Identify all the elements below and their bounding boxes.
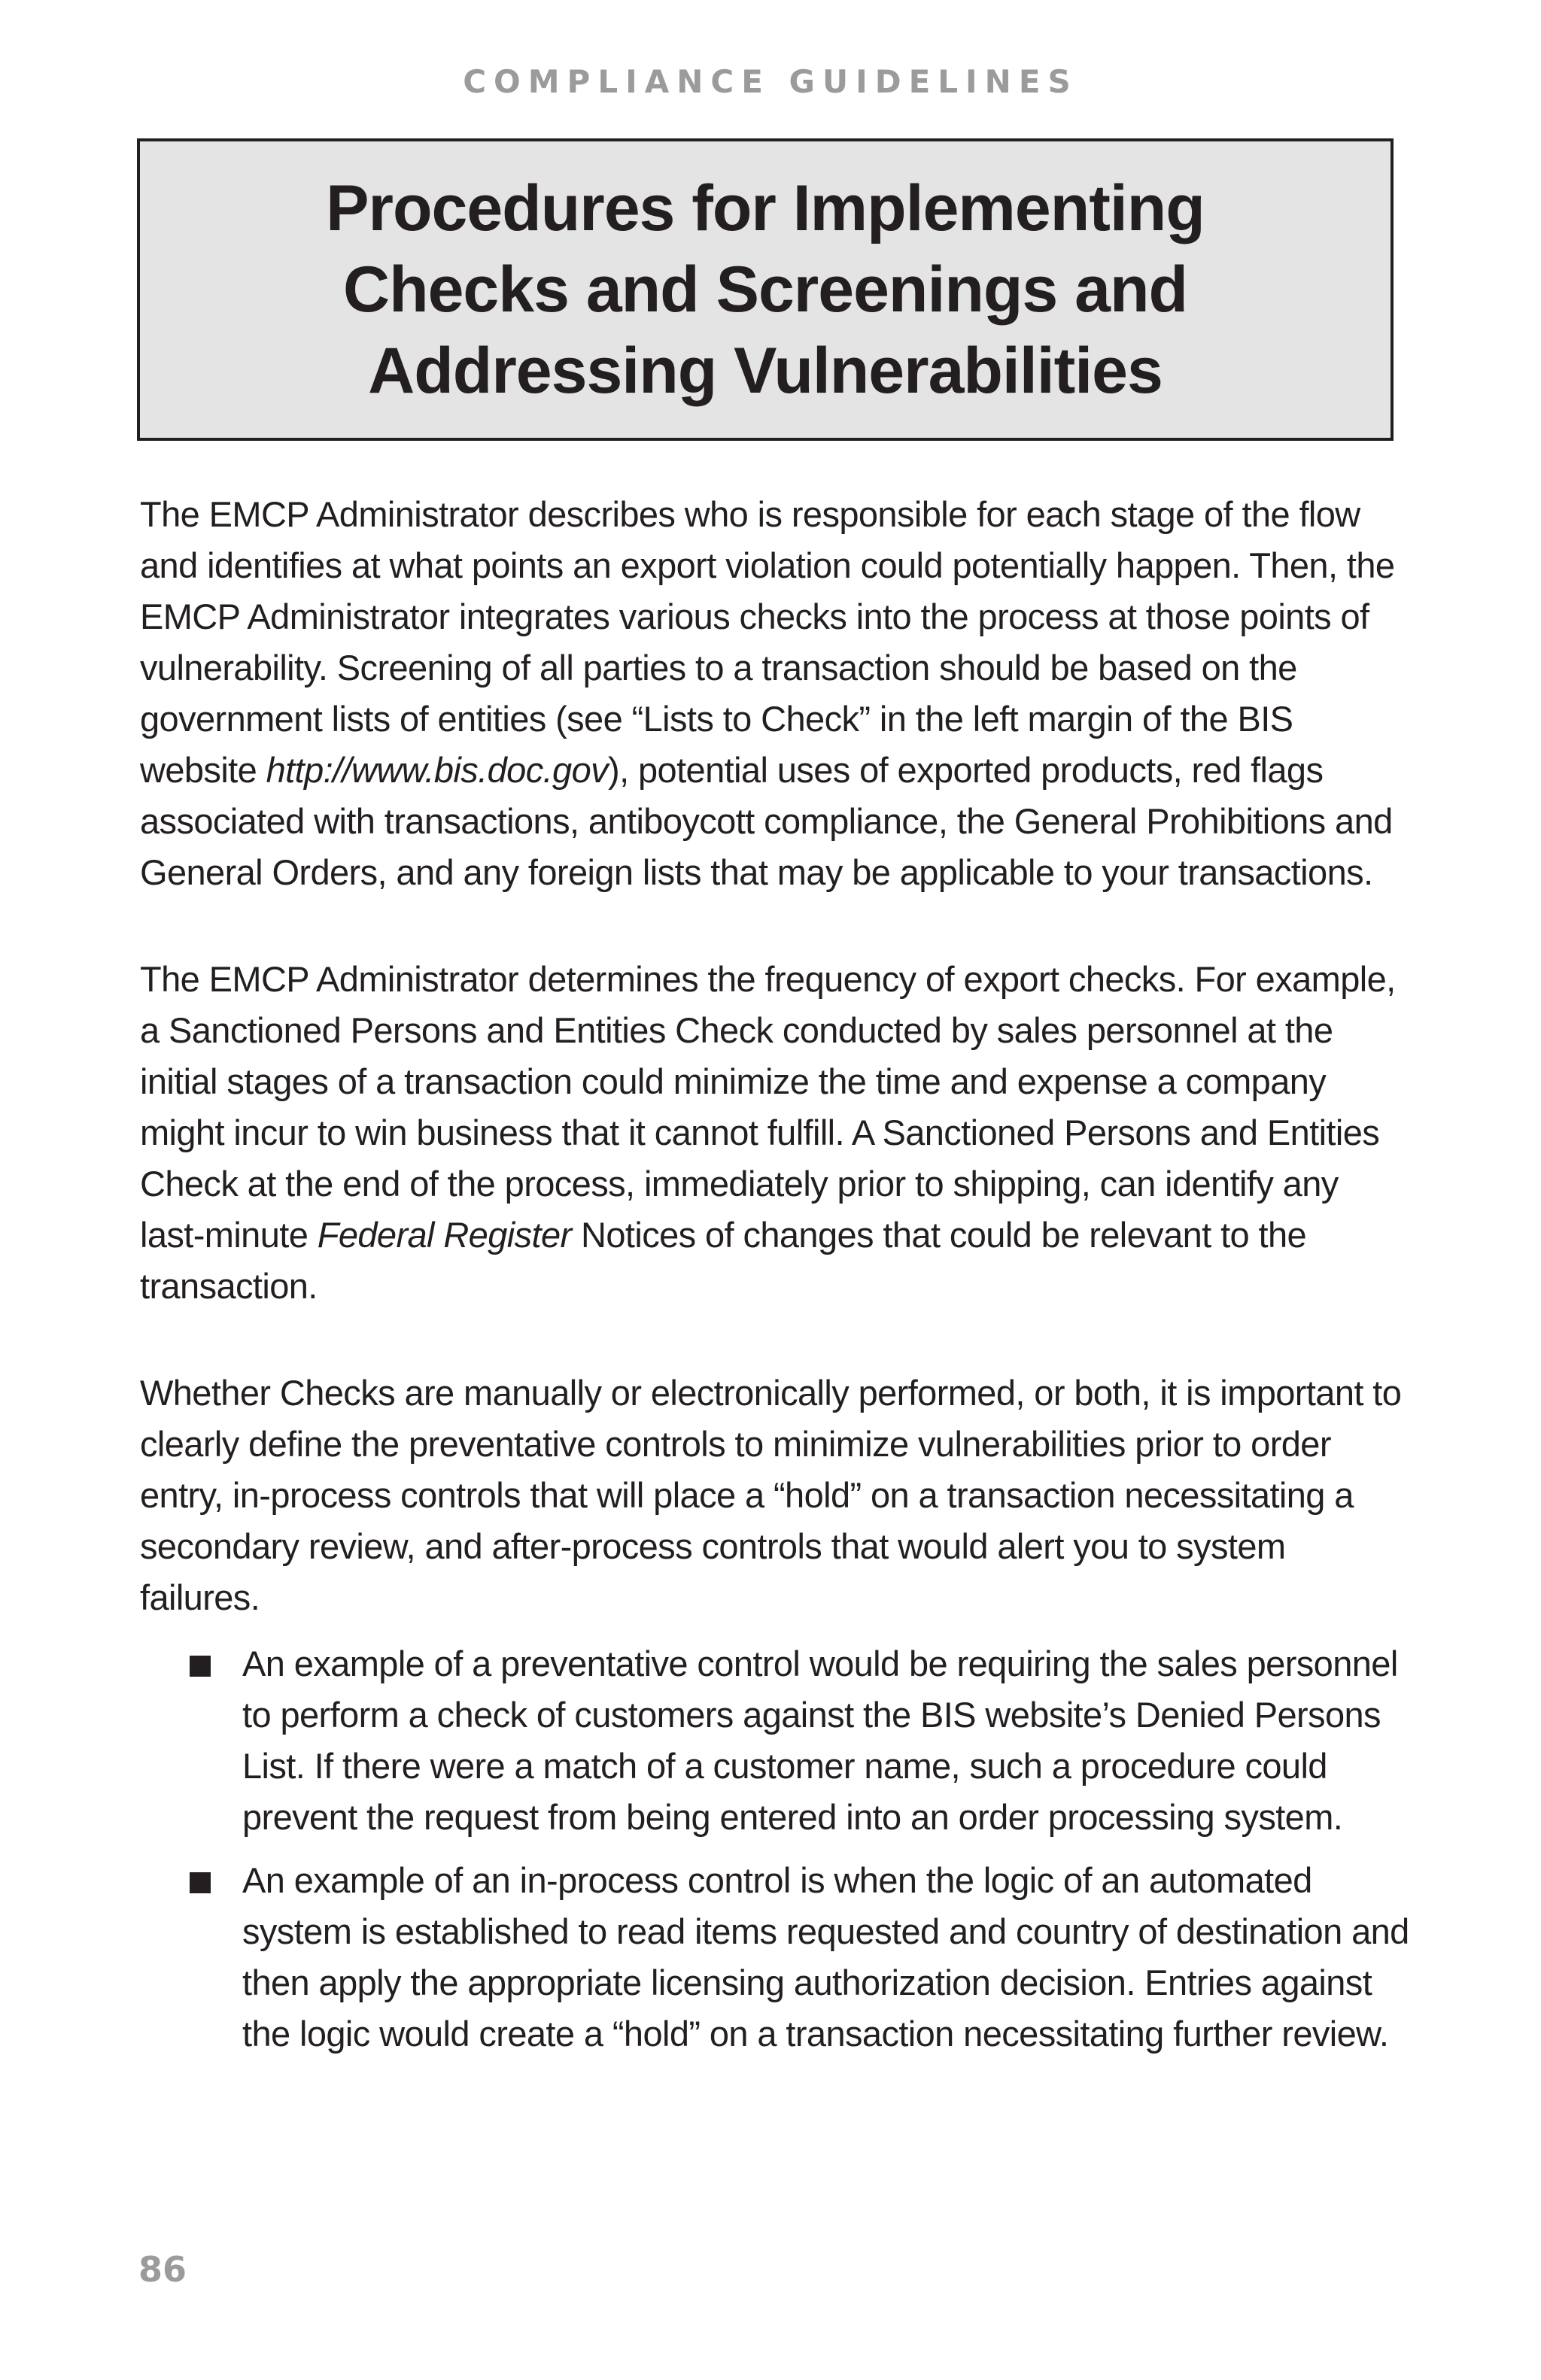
paragraph-2-text-a: The EMCP Administrator determines the frequency of export checks. For example, a Sanctioned Persons and Entities Check conducted by sales personnel at the initial stages of a transaction could minimize the time and expense a company might incur to win business that it cannot fulfill. A Sanctioned Persons and Entities Check at the end of the process, immediately prior to shipping, can identify any last-minute (140, 959, 1396, 1255)
page-number: 86 (138, 2249, 187, 2290)
list-item-text: An example of a preventative control would be requiring the sales personnel to perform a check of customers against the BIS website’s Denied Persons List. If there were a match of a customer name, such a procedure could prevent the request from being entered into an order processing system. (242, 1644, 1398, 1837)
section-title-box (137, 138, 1394, 441)
list-item (140, 1855, 1412, 2060)
square-bullet-icon (190, 1872, 211, 1893)
square-bullet-icon (190, 1656, 211, 1677)
bullet-list (140, 1638, 1412, 2060)
body-text (140, 489, 1412, 2072)
paragraph-1 (140, 489, 1412, 898)
running-header: COMPLIANCE GUIDELINES (463, 63, 1078, 100)
federal-register-title: Federal Register (317, 1215, 572, 1255)
paragraph-1-text-b: ), potential uses of exported products, red flags associated with transactions, antiboycott compliance, the General Prohibitions and General Orders, and any foreign lists that may be applicable to your transactions. (140, 750, 1393, 892)
paragraph-2 (140, 954, 1412, 1312)
paragraph-3: Whether Checks are manually or electronically performed, or both, it is important to clearly define the preventative controls to minimize vulnerabilities prior to order entry, in-process controls that will place a “hold” on a transaction necessitating a secondary review, and after-process controls that would alert you to system failures. (140, 1373, 1402, 1617)
paragraph-1-text-a: The EMCP Administrator describes who is responsible for each stage of the flow and identifies at what points an export violation could potentially happen. Then, the EMCP Administrator integrates various checks into the process at those points of vulnerability. Screening of all parties to a transaction should be based on the government lists of entities (see “Lists to Check” in the left margin of the BIS website (140, 494, 1395, 790)
bis-website-link: http://www.bis.doc.gov (266, 750, 609, 790)
list-item-text: An example of an in-process control is when the logic of an automated system is established to read items requested and country of destination and then apply the appropriate licensing authorization decision. Entries against the logic would create a “hold” on a transaction necessitating further review. (242, 1860, 1409, 2054)
section-title: Procedures for Implementing Checks and Screenings and Addressing Vulnerabilities (326, 172, 1205, 407)
list-item (140, 1638, 1412, 1843)
paragraph-2-text-b: Notices of changes that could be relevant to the transaction. (140, 1215, 1307, 1306)
